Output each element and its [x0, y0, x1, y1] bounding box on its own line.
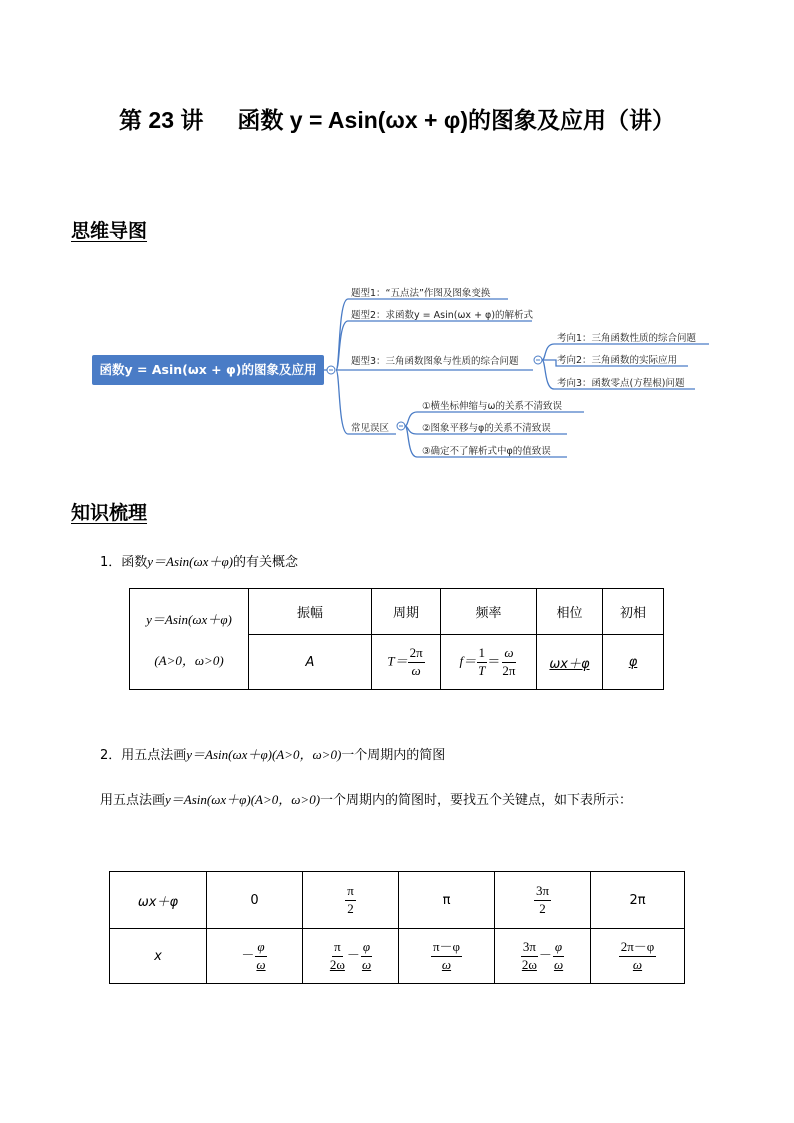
x3a-num: 3π: [521, 940, 538, 956]
period-value: [372, 635, 441, 690]
mind-map-branch-3-child-1: 考向1：三角函数性质的综合问题: [557, 333, 697, 344]
period-denominator: ω: [411, 662, 421, 678]
item-1-number: 1．函数: [100, 555, 148, 570]
item-3-function: y＝Asin(ωx＋φ)(A>0，ω>0): [165, 792, 321, 807]
x1a-den: 2ω: [329, 956, 345, 972]
item-3-rest: 一个周期内的简图时，要找五个关键点，如下表所示：: [320, 793, 633, 808]
x-value-4: [591, 929, 685, 984]
concepts-table-conditions: (A>0，ω>0): [154, 653, 224, 668]
section-heading-mindmap: 思维导图: [71, 220, 148, 242]
frequency-numerator-2: ω: [502, 646, 515, 662]
x0-den: ω: [256, 956, 266, 972]
mind-map-branch-1: 题型1：“五点法”作图及图象变换: [351, 288, 491, 299]
item-2-number: 2．用五点法画: [100, 748, 187, 763]
x3-minus: －: [538, 947, 552, 963]
header-initial-phase: 初相: [603, 589, 664, 635]
row-label-x: x: [110, 929, 207, 984]
frequency-equals: ＝: [487, 653, 501, 669]
frequency-value: [441, 635, 537, 690]
mind-map-branch-2: 题型2：求函数y = Asin(ωx + φ)的解析式: [351, 310, 534, 321]
frequency-numerator-1: 1: [477, 646, 488, 662]
amplitude-value: A: [249, 635, 372, 690]
header-amplitude: 振幅: [249, 589, 372, 635]
frequency-denominator-2: 2π: [502, 662, 516, 678]
lecture-topic: 函数 y = Asin(ωx + φ)的图象及应用（讲）: [237, 107, 675, 133]
phase-pi-half-num: π: [345, 884, 356, 900]
x0-num: φ: [255, 940, 266, 956]
item-3-text: [100, 789, 632, 808]
item-2-text: 一个周期内的简图: [341, 748, 446, 763]
mind-map-branch-3: 题型3：三角函数图象与性质的综合问题: [351, 356, 519, 367]
period-numerator: 2π: [408, 646, 425, 662]
x-value-2: [399, 929, 495, 984]
x1b-den: ω: [361, 956, 372, 972]
item-2-heading: [100, 744, 445, 763]
mind-map-branch-3-child-2: 考向2：三角函数的实际应用: [557, 355, 678, 366]
x2-den: ω: [441, 956, 452, 972]
x-value-3: [495, 929, 591, 984]
period-fraction: [408, 646, 425, 678]
lecture-number: 第 23 讲: [119, 107, 204, 133]
mind-map-branch-4-child-1: ①横坐标伸缩与ω的关系不清致误: [422, 401, 562, 412]
mind-map-root: 函数y = Asin(ωx + φ)的图象及应用: [92, 355, 324, 385]
frequency-lhs: f＝: [459, 653, 477, 669]
five-point-table: [109, 871, 685, 984]
frequency-denominator-1: T: [478, 662, 486, 678]
x4-num: 2π－φ: [619, 940, 657, 956]
x1-minus: －: [346, 947, 360, 963]
item-1-function: y＝Asin(ωx＋φ): [147, 554, 233, 569]
header-phase: 相位: [537, 589, 603, 635]
x2-num: π－φ: [431, 940, 462, 956]
item-1-heading: [100, 551, 298, 570]
x3b-den: ω: [553, 956, 564, 972]
period-lhs: T＝: [387, 653, 408, 669]
header-frequency: 频率: [441, 589, 537, 635]
phase-3pi-half-num: 3π: [534, 884, 551, 900]
x1b-num: φ: [361, 940, 372, 956]
x3b-num: φ: [553, 940, 564, 956]
phase-pi: π: [399, 872, 495, 929]
concepts-table: [129, 588, 664, 690]
x-value-0: [207, 929, 303, 984]
mind-map-branch-3-child-3: 考向3：函数零点(方程根)问题: [557, 378, 685, 389]
phase-pi-half: [303, 872, 399, 929]
x4-den: ω: [632, 956, 643, 972]
phase-3pi-half: [495, 872, 591, 929]
mind-map-branch-4-child-2: ②图象平移与φ的关系不清致误: [422, 423, 551, 434]
x1a-num: π: [332, 940, 343, 956]
x-value-1: [303, 929, 399, 984]
section-heading-knowledge: 知识梳理: [71, 502, 148, 524]
phase-value: ωx＋φ: [537, 635, 603, 690]
phase-3pi-half-den: 2: [539, 900, 546, 916]
mind-map-branch-4: 常见误区: [351, 423, 390, 434]
mind-map: [0, 0, 794, 480]
frequency-fraction-2: [500, 646, 517, 678]
mind-map-connectors: [0, 0, 794, 480]
item-2-function: y＝Asin(ωx＋φ)(A>0，ω>0): [186, 747, 342, 762]
mind-map-branch-4-child-3: ③确定不了解析式中φ的值致误: [422, 446, 551, 457]
row-label-phase: ωx＋φ: [110, 872, 207, 929]
phase-0: 0: [207, 872, 303, 929]
item-1-text: 的有关概念: [232, 555, 298, 570]
item-3-prefix: 用五点法画: [100, 793, 166, 808]
phase-2pi: 2π: [591, 872, 685, 929]
header-period: 周期: [372, 589, 441, 635]
x3a-den: 2ω: [521, 956, 537, 972]
frequency-fraction-1: [476, 646, 487, 678]
x0-sign: －: [241, 947, 255, 963]
concepts-table-function: y＝Asin(ωx＋φ): [146, 612, 232, 627]
concepts-table-label: [130, 589, 249, 690]
phase-pi-half-den: 2: [347, 900, 354, 916]
initial-phase-value: φ: [603, 635, 664, 690]
